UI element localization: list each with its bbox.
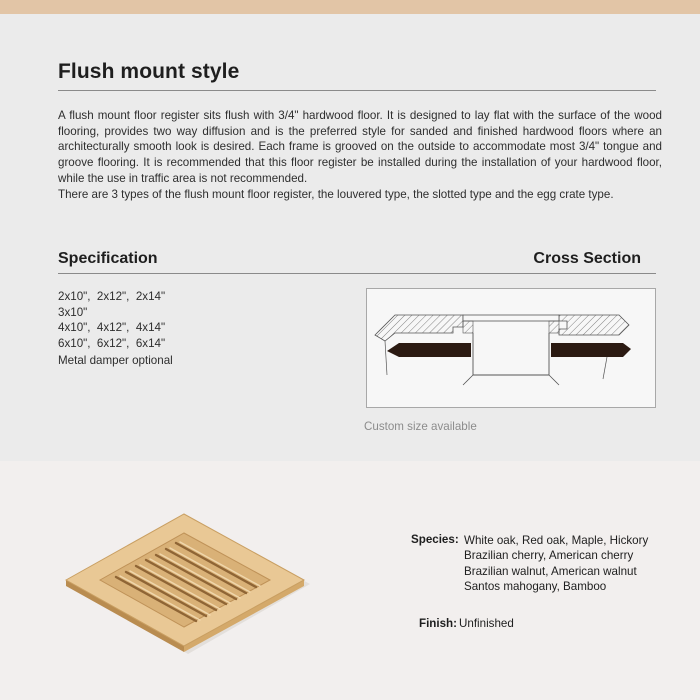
size-list: [58, 289, 165, 351]
species-line: Brazilian cherry, American cherry: [464, 549, 634, 563]
size-row: 3x10": [58, 305, 88, 319]
intro-paragraph: A flush mount floor register sits flush with 3/4" hardwood floor. It is designed to lay flat with the surface of the wood flooring, provides two way diffusion and is the preferred style for sanded and finished hardwood floors where an architecturally smooth look is desired. Each frame is grooved on the outside to accommodate most 3/4" tongue and groove flooring. It is recommended that this floor register be installed during the installation of your hardwood floor, while the use in traffic area is not recommended.: [58, 109, 662, 185]
top-accent-bar: [0, 0, 700, 14]
species-line: Santos mahogany, Bamboo: [464, 580, 607, 594]
right-support-line: [603, 357, 607, 379]
species-list: [464, 533, 648, 595]
finish-label: Finish:: [419, 617, 457, 630]
frame-right-lip: [549, 321, 559, 333]
left-floor-board: [375, 315, 463, 341]
cross-section-heading: Cross Section: [533, 250, 641, 267]
left-subfloor: [387, 343, 471, 357]
section-divider: [58, 273, 656, 274]
custom-size-note: Custom size available: [364, 420, 477, 433]
left-support-line: [385, 341, 387, 375]
specification-heading: Specification: [58, 250, 158, 267]
species-label: Species:: [411, 533, 459, 546]
title-divider: [58, 90, 656, 91]
cross-section-drawing: [367, 289, 655, 407]
intro-text: [58, 108, 662, 202]
page-title: Flush mount style: [58, 60, 240, 83]
register-frame-top: [463, 315, 559, 321]
duct-right-flare: [549, 375, 559, 385]
right-floor-board: [559, 315, 629, 335]
finish-value: Unfinished: [459, 617, 514, 630]
right-subfloor: [551, 343, 631, 357]
duct-left-flare: [463, 375, 473, 385]
species-line: White oak, Red oak, Maple, Hickory: [464, 534, 649, 547]
cross-section-diagram: [366, 288, 656, 408]
size-row: 4x10", 4x12", 4x14": [58, 321, 166, 335]
floor-register-image: [60, 510, 320, 660]
types-line: There are 3 types of the flush mount floor register, the louvered type, the slotted type and the egg crate type.: [58, 187, 614, 201]
frame-left-lip: [463, 321, 473, 333]
species-line: Brazilian walnut, American walnut: [464, 564, 637, 578]
damper-note: Metal damper optional: [58, 354, 173, 367]
duct-box: [473, 333, 549, 375]
size-row: 2x10", 2x12", 2x14": [58, 290, 166, 303]
size-row: 6x10", 6x12", 6x14": [58, 336, 166, 350]
